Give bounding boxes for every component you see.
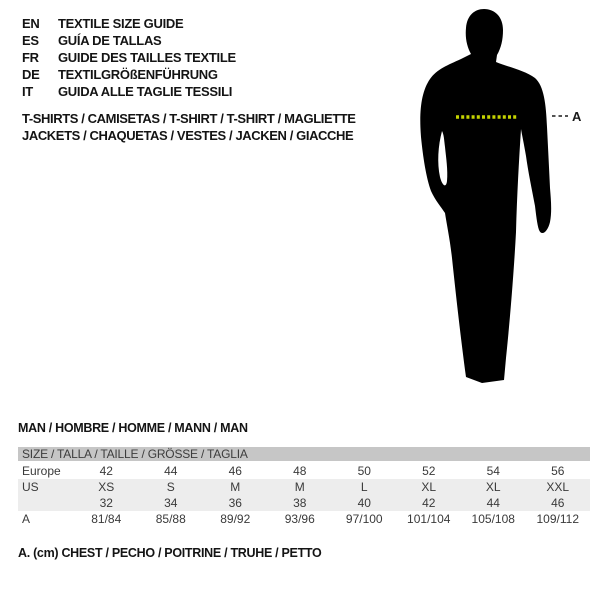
size-value: 40 xyxy=(357,496,371,510)
size-value: 109/112 xyxy=(536,512,579,526)
table-row-us xyxy=(18,479,590,495)
size-value: 93/96 xyxy=(284,512,315,526)
size-value: 44 xyxy=(164,464,178,478)
size-table xyxy=(18,447,590,527)
size-table-header: SIZE / TALLA / TAILLE / GRÖSSE / TAGLIA xyxy=(18,447,590,461)
size-value: XL xyxy=(485,480,501,494)
section-heading-man: MAN / HOMBRE / HOMME / MANN / MAN xyxy=(18,421,248,435)
row-label: US xyxy=(22,480,39,494)
size-value: 52 xyxy=(422,464,436,478)
row-label: Europe xyxy=(22,464,61,478)
size-value: S xyxy=(166,480,175,494)
size-value: 46 xyxy=(228,464,242,478)
man-silhouette-figure xyxy=(400,0,600,400)
size-value: 85/88 xyxy=(155,512,186,526)
measure-footnote: A. (cm) CHEST / PECHO / POITRINE / TRUHE / PETTO xyxy=(18,546,322,560)
language-list xyxy=(22,15,236,100)
size-value: XL xyxy=(421,480,437,494)
size-value: 50 xyxy=(357,464,371,478)
table-row-uk-sizes xyxy=(18,495,590,511)
language-label: GUIDA ALLE TAGLIE TESSILI xyxy=(58,84,233,99)
size-value: 105/108 xyxy=(471,512,515,526)
language-code: DE xyxy=(22,67,40,82)
size-value: 97/100 xyxy=(345,512,383,526)
table-row-chest-a xyxy=(18,511,590,527)
size-value: XS xyxy=(98,480,115,494)
language-code: ES xyxy=(22,33,39,48)
size-value: 46 xyxy=(551,496,565,510)
row-label xyxy=(18,495,74,511)
language-label: GUIDE DES TAILLES TEXTILE xyxy=(58,50,236,65)
size-value: 44 xyxy=(486,496,500,510)
size-value: 42 xyxy=(422,496,436,510)
size-value: 54 xyxy=(486,464,500,478)
row-label: A xyxy=(22,512,31,526)
size-value: M xyxy=(230,480,241,494)
size-value: M xyxy=(294,480,305,494)
size-value: 48 xyxy=(293,464,307,478)
size-value: 101/104 xyxy=(407,512,451,526)
language-code: FR xyxy=(22,50,39,65)
size-value: 36 xyxy=(228,496,242,510)
size-value: 34 xyxy=(164,496,178,510)
size-value: 32 xyxy=(99,496,113,510)
size-value: L xyxy=(360,480,368,494)
size-value: 56 xyxy=(551,464,565,478)
language-row-es xyxy=(22,32,236,49)
size-value: 38 xyxy=(293,496,307,510)
man-silhouette-shape xyxy=(420,9,551,383)
size-value: 81/84 xyxy=(91,512,122,526)
category-lines xyxy=(22,110,356,144)
size-value: XXL xyxy=(546,480,570,494)
language-code: EN xyxy=(22,16,40,31)
language-row-fr xyxy=(22,49,236,66)
category-line-jackets: JACKETS / CHAQUETAS / VESTES / JACKEN / GIACCHE xyxy=(22,128,354,143)
measure-label-a: A xyxy=(572,109,582,124)
size-value: 42 xyxy=(99,464,113,478)
language-code: IT xyxy=(22,84,33,99)
size-value: 89/92 xyxy=(220,512,251,526)
language-label: GUÍA DE TALLAS xyxy=(58,33,162,48)
language-label: TEXTILGRÖßENFÜHRUNG xyxy=(58,67,218,82)
language-row-en xyxy=(22,15,236,32)
language-label: TEXTILE SIZE GUIDE xyxy=(58,16,184,31)
category-line-tshirts: T-SHIRTS / CAMISETAS / T-SHIRT / T-SHIRT / MAGLIETTE xyxy=(22,111,356,126)
language-row-it xyxy=(22,83,236,100)
language-row-de xyxy=(22,66,236,83)
table-row-europe xyxy=(18,463,590,479)
